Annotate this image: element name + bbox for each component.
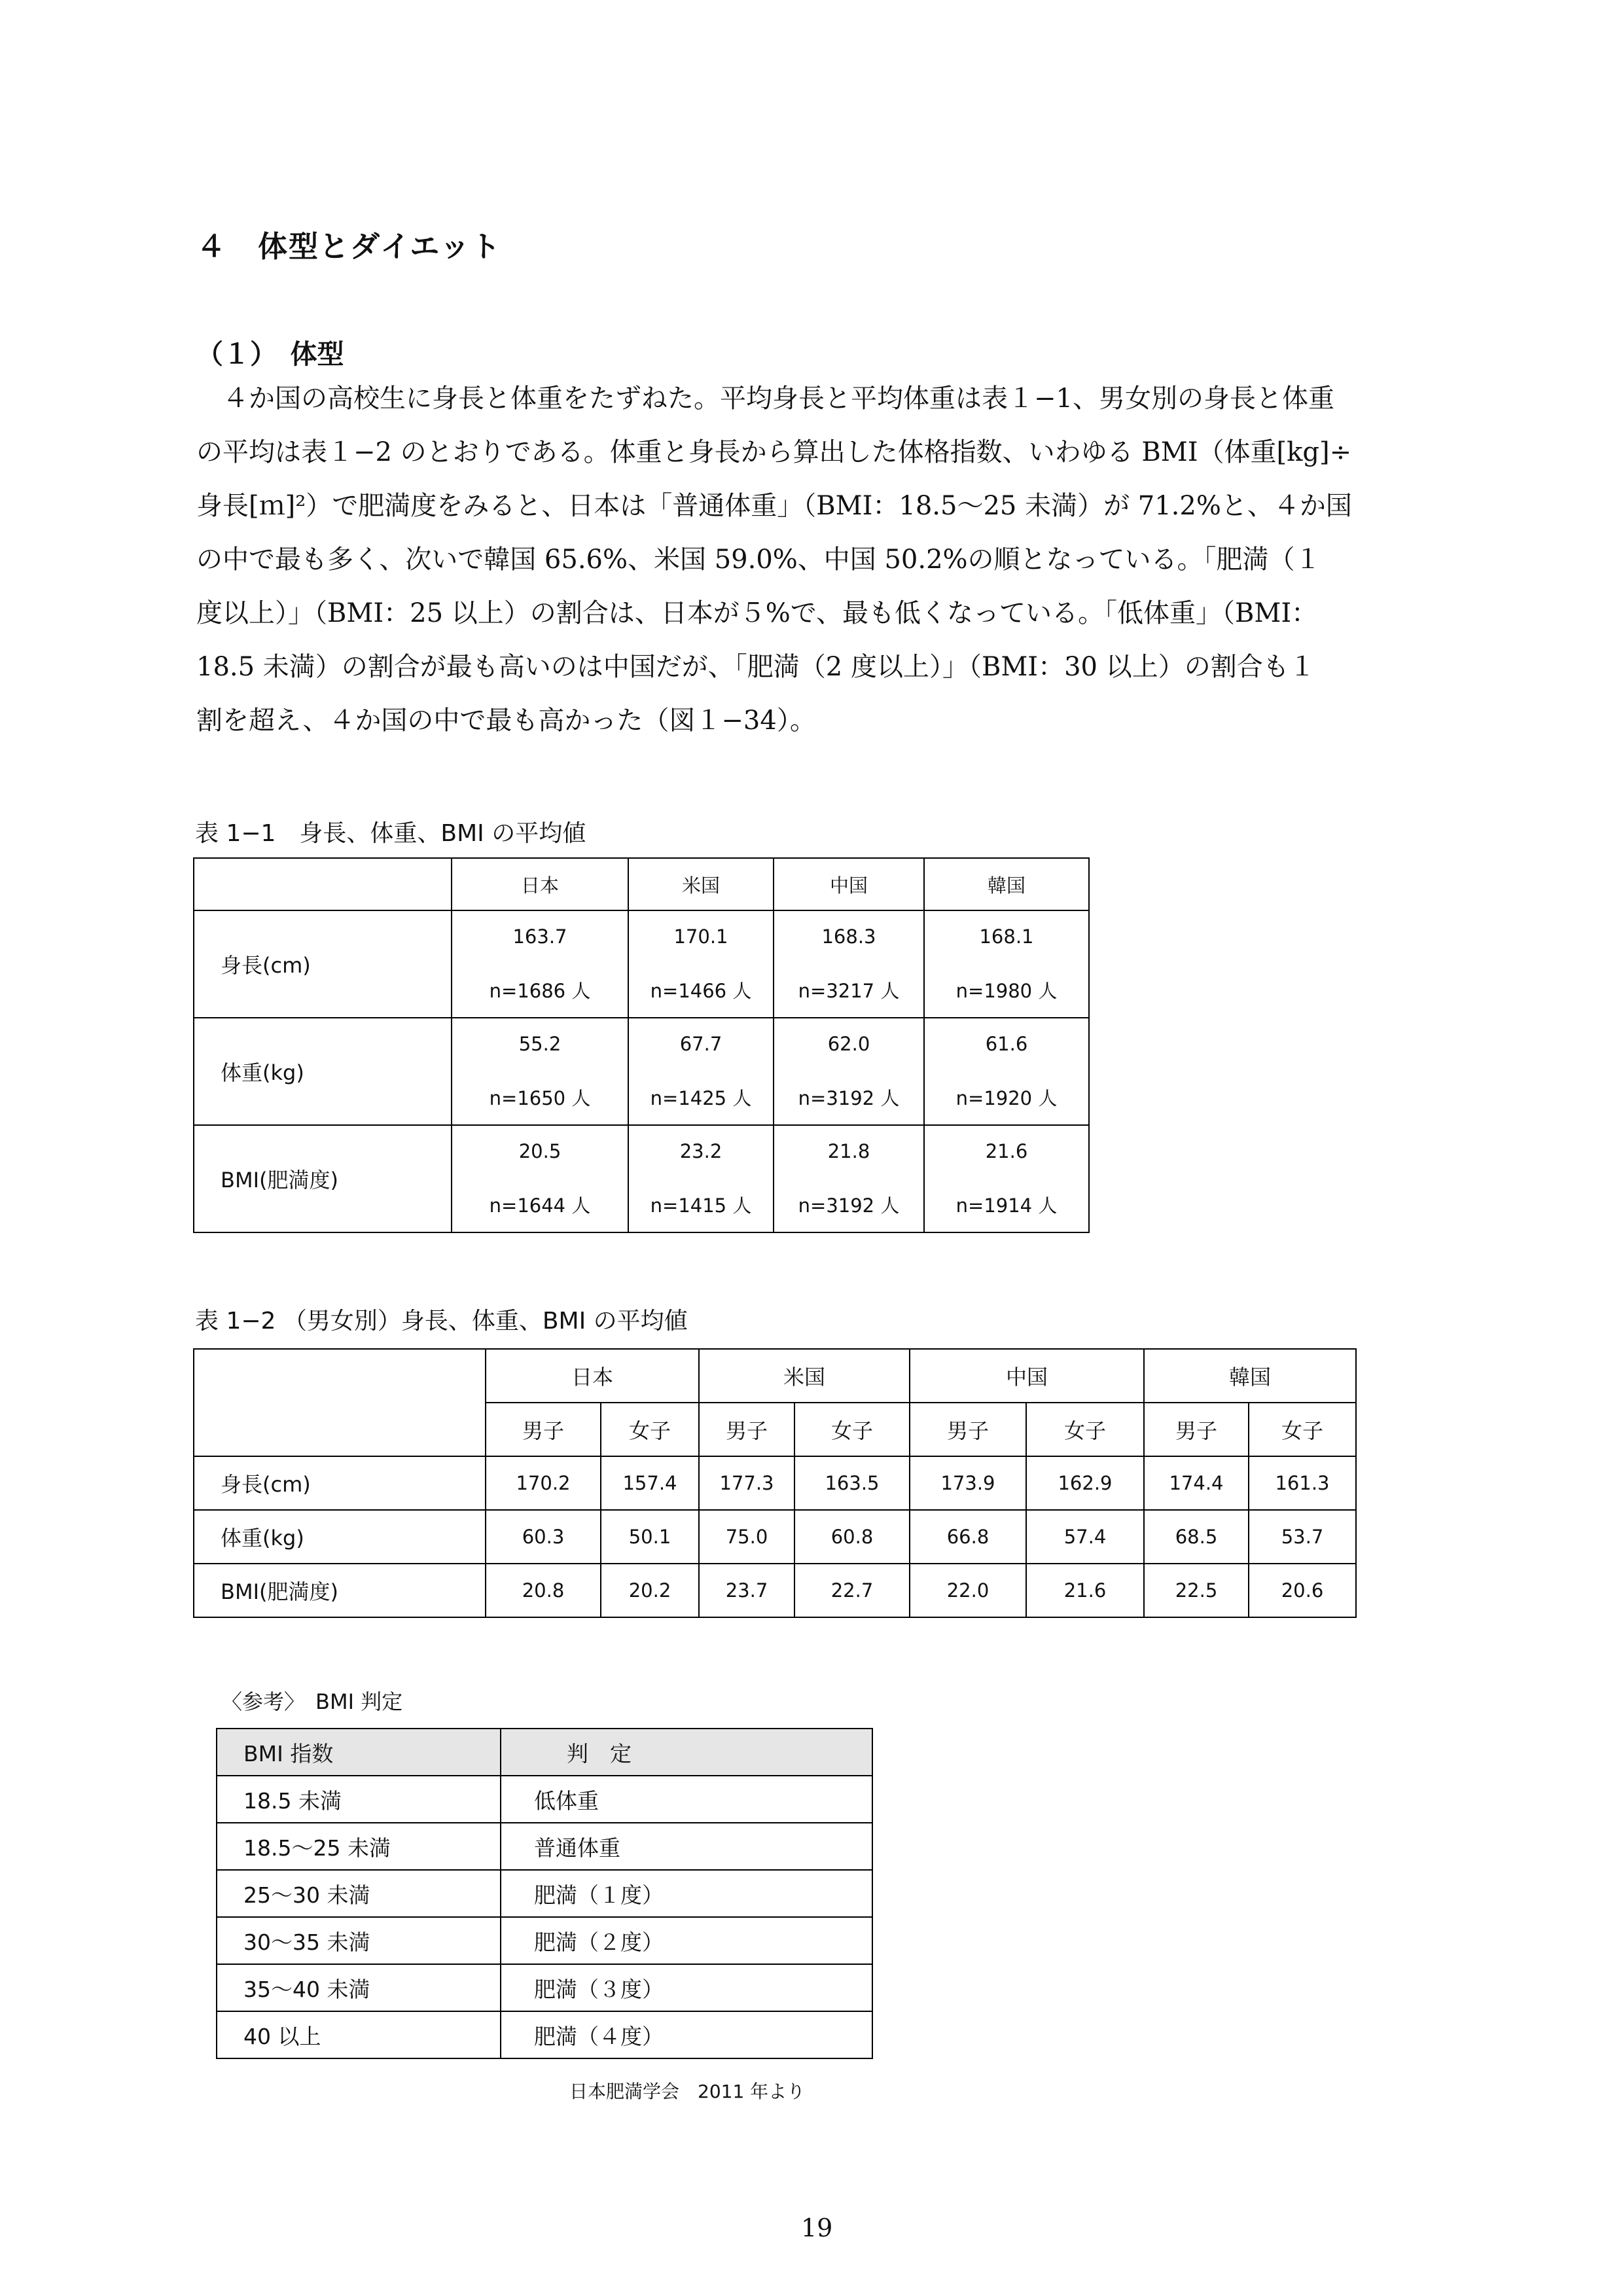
table-cell: 60.8 <box>794 1510 910 1564</box>
table-cell: 22.7 <box>794 1564 910 1617</box>
table-cell: 174.4 <box>1144 1456 1249 1510</box>
table2-gender-header: 女子 <box>601 1403 699 1456</box>
table-cell <box>452 1018 628 1125</box>
table2-country-header: 中国 <box>910 1349 1144 1403</box>
table-cell <box>452 1125 628 1232</box>
table2-gender-header: 女子 <box>1249 1403 1356 1456</box>
reference-caption: 〈参考〉 BMI 判定 <box>221 1689 403 1714</box>
page-number: 19 <box>801 2214 833 2242</box>
table-cell: 22.5 <box>1144 1564 1249 1617</box>
table-cell: 21.6 <box>1026 1564 1144 1617</box>
table-row <box>194 910 1089 1018</box>
table-row <box>217 1917 872 1964</box>
body-paragraph <box>196 372 1440 747</box>
bmi-judgement-cell: 肥満（２度） <box>501 1917 872 1964</box>
table-cell: 177.3 <box>699 1456 794 1510</box>
cell-value: 170.1 <box>673 925 728 948</box>
table-row <box>194 1456 1356 1510</box>
table-cell: 163.5 <box>794 1456 910 1510</box>
table-cell: 173.9 <box>910 1456 1026 1510</box>
table-cell: 170.2 <box>486 1456 601 1510</box>
bmi-range-cell: 40 以上 <box>217 2011 501 2058</box>
bmi-range-cell: 18.5〜25 未満 <box>217 1823 501 1870</box>
table-cell: 60.3 <box>486 1510 601 1564</box>
paragraph-line: 18.5 未満）の割合が最も高いのは中国だが、「肥満（2 度以上）」（BMI：30 以上）の割合も１ <box>196 652 1315 682</box>
table-cell: 162.9 <box>1026 1456 1144 1510</box>
table2-row-label: 身長(cm) <box>194 1456 486 1510</box>
paragraph-line: 度以上）」（BMI：25 以上）の割合は、日本が５%で、最も低くなっている。「低体重」（BMI： <box>196 598 1318 628</box>
cell-value: 168.1 <box>979 925 1034 948</box>
table2 <box>193 1348 1357 1618</box>
cell-n: n=1914 人 <box>955 1194 1058 1217</box>
table-cell: 75.0 <box>699 1510 794 1564</box>
table-cell: 66.8 <box>910 1510 1026 1564</box>
cell-n: n=1980 人 <box>955 979 1058 1002</box>
table2-country-header: 米国 <box>699 1349 910 1403</box>
cell-n: n=1425 人 <box>650 1086 752 1109</box>
cell-value: 163.7 <box>512 925 567 948</box>
cell-value: 168.3 <box>821 925 876 948</box>
table-row <box>217 1776 872 1823</box>
bmi-range-cell: 35〜40 未満 <box>217 1964 501 2011</box>
paragraph-line: の中で最も多く、次いで韓国 65.6%、米国 59.0%、中国 50.2%の順となっている。「肥満（１ <box>196 545 1321 575</box>
table2-row-label: 体重(kg) <box>194 1510 486 1564</box>
table-cell <box>628 1018 774 1125</box>
section-title: ４ 体型とダイエット <box>196 229 502 264</box>
table1 <box>193 857 1090 1233</box>
table1-row-label: 身長(cm) <box>194 910 452 1018</box>
table-cell: 22.0 <box>910 1564 1026 1617</box>
table1-corner-cell <box>194 858 452 910</box>
table1-col-header: 韓国 <box>924 858 1089 910</box>
table1-caption: 表 1−1 身長、体重、BMI の平均値 <box>195 820 586 847</box>
table-row <box>194 1125 1089 1232</box>
cell-n: n=3192 人 <box>798 1194 900 1217</box>
paragraph-line: ４か国の高校生に身長と体重をたずねた。平均身長と平均体重は表１−1、男女別の身長と体重 <box>196 384 1334 414</box>
table-cell <box>774 1125 924 1232</box>
table-row <box>194 1510 1356 1564</box>
table-row <box>217 1870 872 1917</box>
table-cell: 68.5 <box>1144 1510 1249 1564</box>
bmi-judgement-cell: 普通体重 <box>501 1823 872 1870</box>
table2-country-header: 韓国 <box>1144 1349 1356 1403</box>
table-cell <box>628 1125 774 1232</box>
table-cell <box>452 910 628 1018</box>
table-cell <box>924 1018 1089 1125</box>
cell-value: 20.5 <box>518 1139 562 1162</box>
table-cell <box>924 910 1089 1018</box>
table-cell: 157.4 <box>601 1456 699 1510</box>
table1-header-row <box>194 858 1089 910</box>
table-row <box>217 2011 872 2058</box>
cell-value: 21.6 <box>985 1139 1028 1162</box>
cell-n: n=1466 人 <box>650 979 752 1002</box>
table2-country-row <box>194 1349 1356 1403</box>
cell-value: 67.7 <box>679 1032 722 1055</box>
cell-value: 62.0 <box>827 1032 870 1055</box>
cell-n: n=1644 人 <box>489 1194 591 1217</box>
cell-n: n=3192 人 <box>798 1086 900 1109</box>
table-cell: 20.8 <box>486 1564 601 1617</box>
bmi-judgement-cell: 肥満（４度） <box>501 2011 872 2058</box>
table-cell: 20.6 <box>1249 1564 1356 1617</box>
cell-value: 23.2 <box>679 1139 722 1162</box>
table-cell: 161.3 <box>1249 1456 1356 1510</box>
reference-col-header: 判 定 <box>501 1729 872 1776</box>
table-cell <box>628 910 774 1018</box>
table-row <box>194 1018 1089 1125</box>
cell-n: n=1650 人 <box>489 1086 591 1109</box>
table2-gender-header: 男子 <box>699 1403 794 1456</box>
paragraph-line: 身長[ｍ]²）で肥満度をみると、日本は「普通体重」（BMI：18.5〜25 未満）が 71.2%と、４か国 <box>196 491 1352 521</box>
paragraph-line: の平均は表１−2 のとおりである。体重と身長から算出した体格指数、いわゆる BMI（体重[kg]÷ <box>196 437 1352 467</box>
cell-n: n=1415 人 <box>650 1194 752 1217</box>
table2-country-header: 日本 <box>486 1349 699 1403</box>
table2-row-label: BMI(肥満度) <box>194 1564 486 1617</box>
reference-header-row <box>217 1729 872 1776</box>
table-cell <box>924 1125 1089 1232</box>
table1-row-label: BMI(肥満度) <box>194 1125 452 1232</box>
bmi-range-cell: 18.5 未満 <box>217 1776 501 1823</box>
paragraph-line: 割を超え、４か国の中で最も高かった（図１−34）。 <box>196 706 816 736</box>
table2-gender-header: 男子 <box>1144 1403 1249 1456</box>
bmi-judgement-cell: 低体重 <box>501 1776 872 1823</box>
bmi-range-cell: 30〜35 未満 <box>217 1917 501 1964</box>
table2-gender-header: 女子 <box>794 1403 910 1456</box>
table1-col-header: 中国 <box>774 858 924 910</box>
cell-value: 61.6 <box>985 1032 1028 1055</box>
table-cell: 53.7 <box>1249 1510 1356 1564</box>
table2-corner-cell <box>194 1349 486 1456</box>
reference-col-header: BMI 指数 <box>217 1729 501 1776</box>
bmi-range-cell: 25〜30 未満 <box>217 1870 501 1917</box>
table2-gender-header: 男子 <box>910 1403 1026 1456</box>
bmi-judgement-cell: 肥満（１度） <box>501 1870 872 1917</box>
table-row <box>217 1823 872 1870</box>
table2-gender-header: 男子 <box>486 1403 601 1456</box>
table1-col-header: 米国 <box>628 858 774 910</box>
cell-n: n=3217 人 <box>798 979 900 1002</box>
bmi-reference-table <box>216 1728 873 2059</box>
table-cell <box>774 1018 924 1125</box>
table-cell: 50.1 <box>601 1510 699 1564</box>
table1-row-label: 体重(kg) <box>194 1018 452 1125</box>
cell-n: n=1686 人 <box>489 979 591 1002</box>
cell-value: 21.8 <box>827 1139 870 1162</box>
subsection-title: （１） 体型 <box>196 338 344 370</box>
table1-col-header: 日本 <box>452 858 628 910</box>
cell-value: 55.2 <box>518 1032 562 1055</box>
table2-gender-header: 女子 <box>1026 1403 1144 1456</box>
table2-caption: 表 1−2 （男女別）身長、体重、BMI の平均値 <box>195 1308 688 1335</box>
table-cell: 57.4 <box>1026 1510 1144 1564</box>
bmi-judgement-cell: 肥満（３度） <box>501 1964 872 2011</box>
reference-source: 日本肥満学会 2011 年より <box>569 2081 806 2102</box>
table-row <box>217 1964 872 2011</box>
table-cell: 20.2 <box>601 1564 699 1617</box>
table-cell <box>774 910 924 1018</box>
table-cell: 23.7 <box>699 1564 794 1617</box>
table-row <box>194 1564 1356 1617</box>
cell-n: n=1920 人 <box>955 1086 1058 1109</box>
